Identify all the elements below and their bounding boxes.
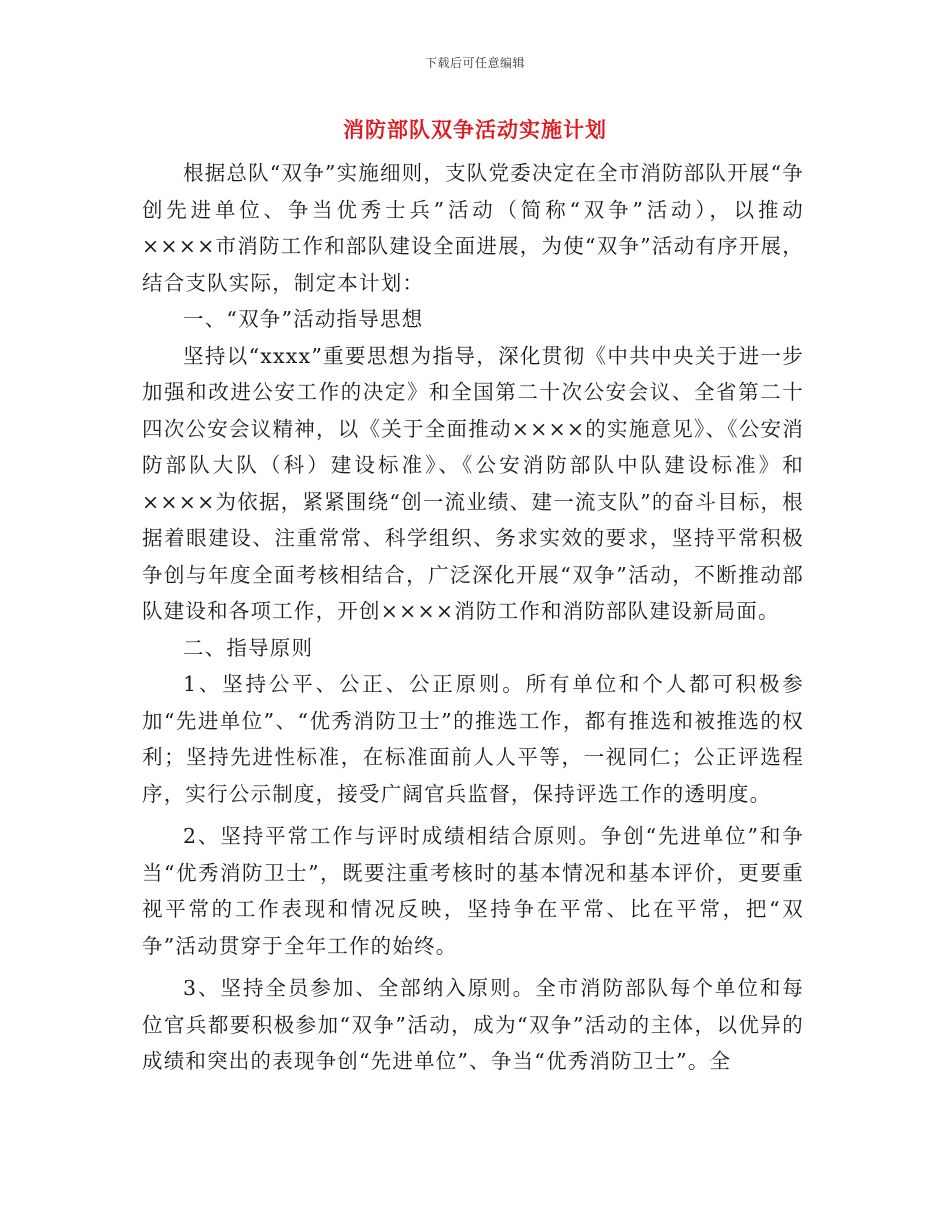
header-note: 下载后可任意编辑 — [424, 56, 525, 70]
paragraph-guiding-ideology: 坚持以“xxxx”重要思想为指导，深化贯彻《中共中央关于进一步加强和改进公安工作的决定》和全国第二十次公安会议、全省第二十四次公安会议精神，以《关于全面推动××××的实施意见》、《公安消防部队大队（科）建设标准》、《公安消防部队中队建设标准》和××××为依据，紧紧围绕“创一流业绩、建一流支队”的奋斗目标，根据着眼建设、注重常常、科学组织、务求实效的要求，坚持平常积极争创与年度全面考核相结合，广泛深化开展“双争”活动，不断推动部队建设和各项工作，开创××××消防工作和消防部队建设新局面。 — [142, 343, 804, 623]
document-title: 消防部队双争活动实施计划 — [343, 117, 607, 142]
paragraph-principle-1: 1、坚持公平、公正、公正原则。所有单位和个人都可积极参加“先进单位”、“优秀消防卫士”的推选工作，都有推选和被推选的权利；坚持先进性标准，在标准面前人人平等，一视同仁；公正评选程序，实行公示制度，接受广阔官兵监督，保持评选工作的透明度。 — [142, 672, 804, 806]
paragraph-principle-2: 2、坚持平常工作与评时成绩相结合原则。争创“先进单位”和争当“优秀消防卫士”，既要注重考核时的基本情况和基本评价，更要重视平常的工作表现和情况反映，坚持争在平常、比在平常，把“双争”活动贯穿于全年工作的始终。 — [142, 824, 804, 958]
document-body — [142, 155, 804, 1080]
paragraph-principle-3: 3、坚持全员参加、全部纳入原则。全市消防部队每个单位和每位官兵都要积极参加“双争”活动，成为“双争”活动的主体，以优异的成绩和突出的表现争创“先进单位”、争当“优秀消防卫士”。全 — [142, 976, 804, 1073]
section-heading-guiding-ideology: 一、“双争”活动指导思想 — [183, 307, 424, 331]
paragraph-intro: 根据总队“双争”实施细则，支队党委决定在全市消防部队开展“争创先进单位、争当优秀士兵”活动（简称“双争”活动），以推动××××市消防工作和部队建设全面进展，为使“双争”活动有序开展，结合支队实际，制定本计划： — [142, 161, 804, 295]
section-heading-guiding-principles: 二、指导原则 — [183, 635, 314, 660]
